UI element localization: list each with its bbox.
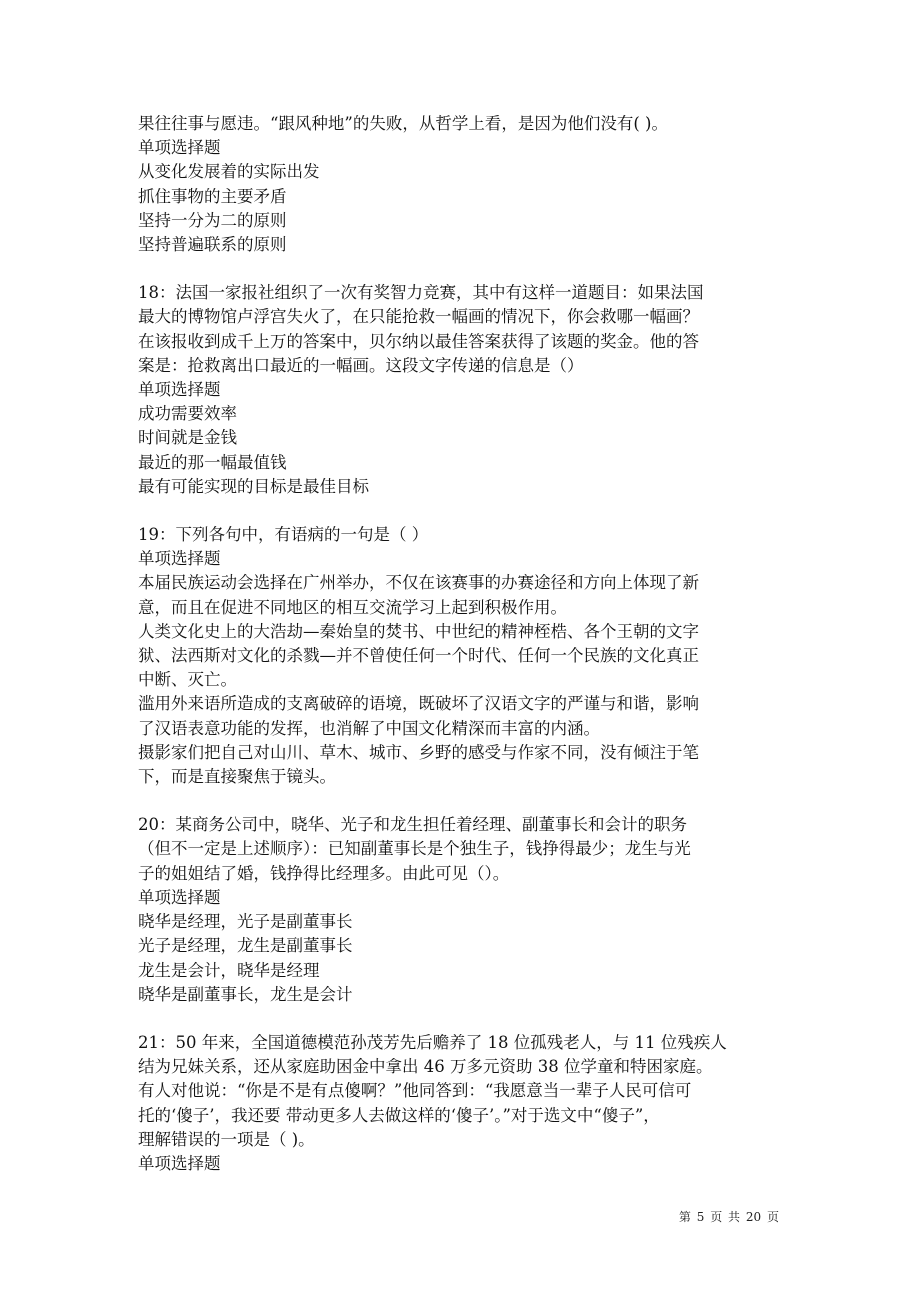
question-20 xyxy=(138,813,778,1007)
option-line: 抓住事物的主要矛盾 xyxy=(138,186,287,206)
option-line: 成功需要效率 xyxy=(138,404,237,424)
spacer xyxy=(138,257,778,281)
footer-label: 第 xyxy=(678,1210,691,1224)
question-type: 单项选择题 xyxy=(138,549,221,569)
footer-label: 页 xyxy=(766,1210,779,1224)
question-text-line: 结为兄妹关系，还从家庭助困金中拿出 46 万多元资助 38 位学童和特困家庭。 xyxy=(138,1057,713,1077)
option-line: 坚持普遍联系的原则 xyxy=(138,235,287,255)
page-content xyxy=(138,112,778,1176)
question-text-line: 21：50 年来，全国道德模范孙茂芳先后赡养了 18 位孤残老人，与 11 位残疾人 xyxy=(138,1032,727,1052)
total-pages: 20 xyxy=(745,1210,762,1224)
question-text-line: 案是：抢救离出口最近的一幅画。这段文字传递的信息是（） xyxy=(138,355,584,375)
question-18 xyxy=(138,281,778,499)
option-line: 时间就是金钱 xyxy=(138,428,237,448)
question-text-line: 最大的博物馆卢浮宫失火了，在只能抢救一幅画的情况下，你会救哪一幅画？ xyxy=(138,307,699,327)
question-19 xyxy=(138,523,778,789)
question-text-line: 果往往事与愿违。“跟风种地”的失败，从哲学上看，是因为他们没有( )。 xyxy=(138,114,668,133)
option-line: 光子是经理，龙生是副董事长 xyxy=(138,936,353,956)
option-line: 下，而是直接聚焦于镜头。 xyxy=(138,767,336,787)
option-line: 意，而且在促进不同地区的相互交流学习上起到积极作用。 xyxy=(138,597,567,617)
question-text-line: 19：下列各句中，有语病的一句是（ ） xyxy=(138,525,429,545)
option-line: 摄影家们把自己对山川、草木、城市、乡野的感受与作家不同，没有倾注于笔 xyxy=(138,742,699,762)
option-line: 中断、灭亡。 xyxy=(138,670,237,690)
question-text-line: 托的‘傻子’，我还要 带动更多人去做这样的‘傻子’。”对于选文中“傻子”， xyxy=(138,1105,660,1125)
spacer xyxy=(138,499,778,523)
question-text-line: 理解错误的一项是（ )。 xyxy=(138,1129,315,1149)
question-type: 单项选择题 xyxy=(138,887,221,907)
option-line: 龙生是会计，晓华是经理 xyxy=(138,960,320,980)
option-line: 人类文化史上的大浩劫—秦始皇的焚书、中世纪的精神桎梏、各个王朝的文字 xyxy=(138,621,699,641)
option-line: 从变化发展着的实际出发 xyxy=(138,162,320,182)
option-line: 晓华是副董事长，龙生是会计 xyxy=(138,984,353,1004)
question-text-line: 18：法国一家报社组织了一次有奖智力竞赛，其中有这样一道题目：如果法国 xyxy=(138,283,704,303)
question-21 xyxy=(138,1031,778,1176)
question-text-line: （但不一定是上述顺序）：已知副董事长是个独生子，钱挣得最少；龙生与光 xyxy=(138,839,691,859)
footer-label: 页 xyxy=(710,1210,723,1224)
question-text-line: 20：某商务公司中，晓华、光子和龙生担任着经理、副董事长和会计的职务 xyxy=(138,815,687,835)
option-line: 最有可能实现的目标是最佳目标 xyxy=(138,476,369,496)
question-17-tail xyxy=(138,112,778,257)
footer-label: 共 xyxy=(728,1210,741,1224)
question-type: 单项选择题 xyxy=(138,380,221,400)
option-line: 狱、法西斯对文化的杀戮—并不曾使任何一个时代、任何一个民族的文化真正 xyxy=(138,646,699,666)
spacer xyxy=(138,789,778,813)
question-text-line: 在该报收到成千上万的答案中，贝尔纳以最佳答案获得了该题的奖金。他的答 xyxy=(138,331,699,351)
option-line: 了汉语表意功能的发挥，也消解了中国文化精深而丰富的内涵。 xyxy=(138,718,600,738)
option-line: 本届民族运动会选择在广州举办，不仅在该赛事的办赛途径和方向上体现了新 xyxy=(138,573,699,593)
option-line: 最近的那一幅最值钱 xyxy=(138,452,287,472)
question-text-line: 子的姐姐结了婚，钱挣得比经理多。由此可见（）。 xyxy=(138,863,510,883)
page-number: 5 xyxy=(696,1210,705,1224)
question-type: 单项选择题 xyxy=(138,138,221,158)
question-text-line: 有人对他说：“你是不是有点傻啊？”他同答到：“我愿意当一辈子人民可信可 xyxy=(138,1081,692,1101)
option-line: 坚持一分为二的原则 xyxy=(138,210,287,230)
option-line: 晓华是经理，光子是副董事长 xyxy=(138,912,353,932)
question-type: 单项选择题 xyxy=(138,1153,221,1173)
spacer xyxy=(138,1007,778,1031)
page-footer xyxy=(660,1208,780,1225)
option-line: 滥用外来语所造成的支离破碎的语境，既破坏了汉语文字的严谨与和谐，影响 xyxy=(138,694,699,714)
